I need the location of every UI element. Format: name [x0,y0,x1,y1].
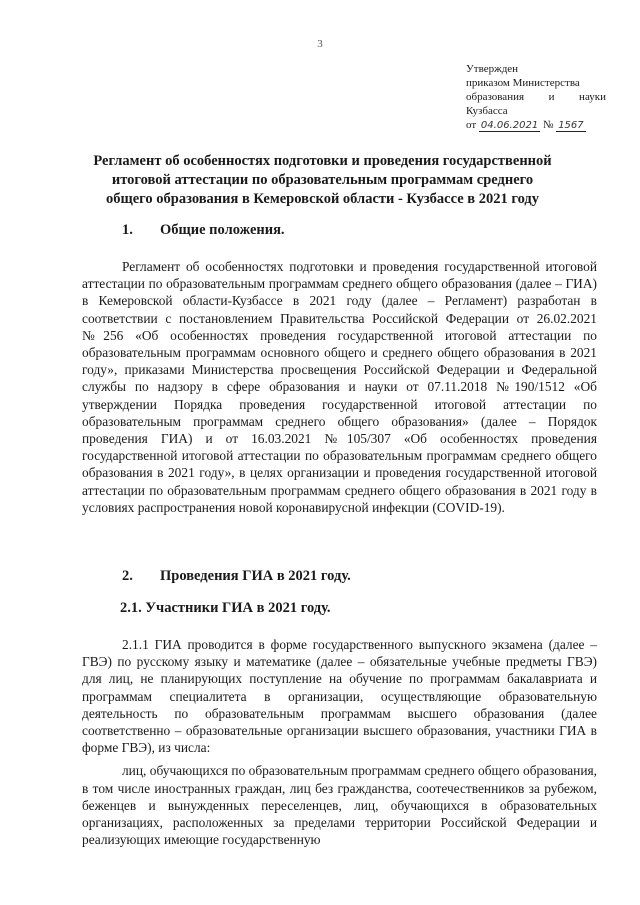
approval-line: Кузбасса [466,105,508,117]
section-2-1-1-body [82,636,597,848]
section-1-body [82,258,597,516]
section-number: 1. [122,222,133,238]
paragraph: 2.1.1 ГИА проводится в форме государственного выпускного экзамена (далее – ГВЭ) по русскому языку и математике (далее – обязательные учебные предметы ГВЭ) для лиц, не планирующих поступление на обучение по программам бакалавриата и программам специалитета в организации, осуществляющие образовательную деятельность по образовательным программам высшего образования (далее соответственно – образовательные организации высшего образования, участники ГИА в форме ГВЭ), из числа: [82,637,597,756]
section-title: Проведения ГИА в 2021 году. [160,568,351,584]
approval-date-line [466,118,606,133]
approval-line: приказом Министерства [466,77,580,89]
section-title: Общие положения. [160,222,285,238]
section-1-heading [122,222,285,239]
document-title: Регламент об особенностях подготовки и проведения государственной итоговой аттестации по образовательным программам среднего общего образования в Кемеровской области - Кузбассе в 2021 году [93,153,552,207]
handwritten-date: 04.06.2021 [480,120,539,131]
handwritten-number: 1567 [558,120,584,131]
section-number: 2. [122,568,133,584]
approval-line: образования и науки [466,91,606,103]
approval-stamp [466,62,606,133]
page-number: 3 [317,38,323,50]
section-2-1-heading: 2.1. Участники ГИА в 2021 году. [120,600,331,616]
number-prefix: № [542,119,554,131]
paragraph: лиц, обучающихся по образовательным программам среднего общего образования, в том числе иностранных граждан, лиц без гражданства, соотечественников за рубежом, беженцев и вынужденных переселенцев, лиц, обучающихся в образовательных организациях, расположенных за пределами территории Российской Федерации и реализующих имеющие государственную [82,763,597,848]
section-2-heading [122,568,351,585]
date-prefix: от [466,119,477,131]
approval-line: Утвержден [466,63,519,75]
paragraph: Регламент об особенностях подготовки и проведения государственной итоговой аттестации по образовательным программам среднего общего образования (далее – ГИА) в Кемеровской области-Кузбассе в 2021 году (далее – Регламент) разработан в соответствии с постановлением Правительства Российской Федерации от 26.02.2021 №256 «Об особенностях проведения государственной итоговой аттестации по образовательным программам основного общего и среднего общего образования в 2021 году», приказами Министерства просвещения Российской Федерации и Федеральной службы по надзору в сфере образования и науки от 07.11.2018 №190/1512 «Об утверждении Порядка проведения государственной итоговой аттестации по образовательным программам среднего общего образования» (далее – Порядок проведения ГИА) и от 16.03.2021 №105/307 «Об особенностях проведения государственной итоговой аттестации по образовательным программам среднего общего образования в 2021 году», в целях организации и проведения государственной итоговой аттестации по образовательным программам среднего общего образования в 2021 году в условиях распространения новой коронавирусной инфекции (COVID-19). [82,259,597,515]
